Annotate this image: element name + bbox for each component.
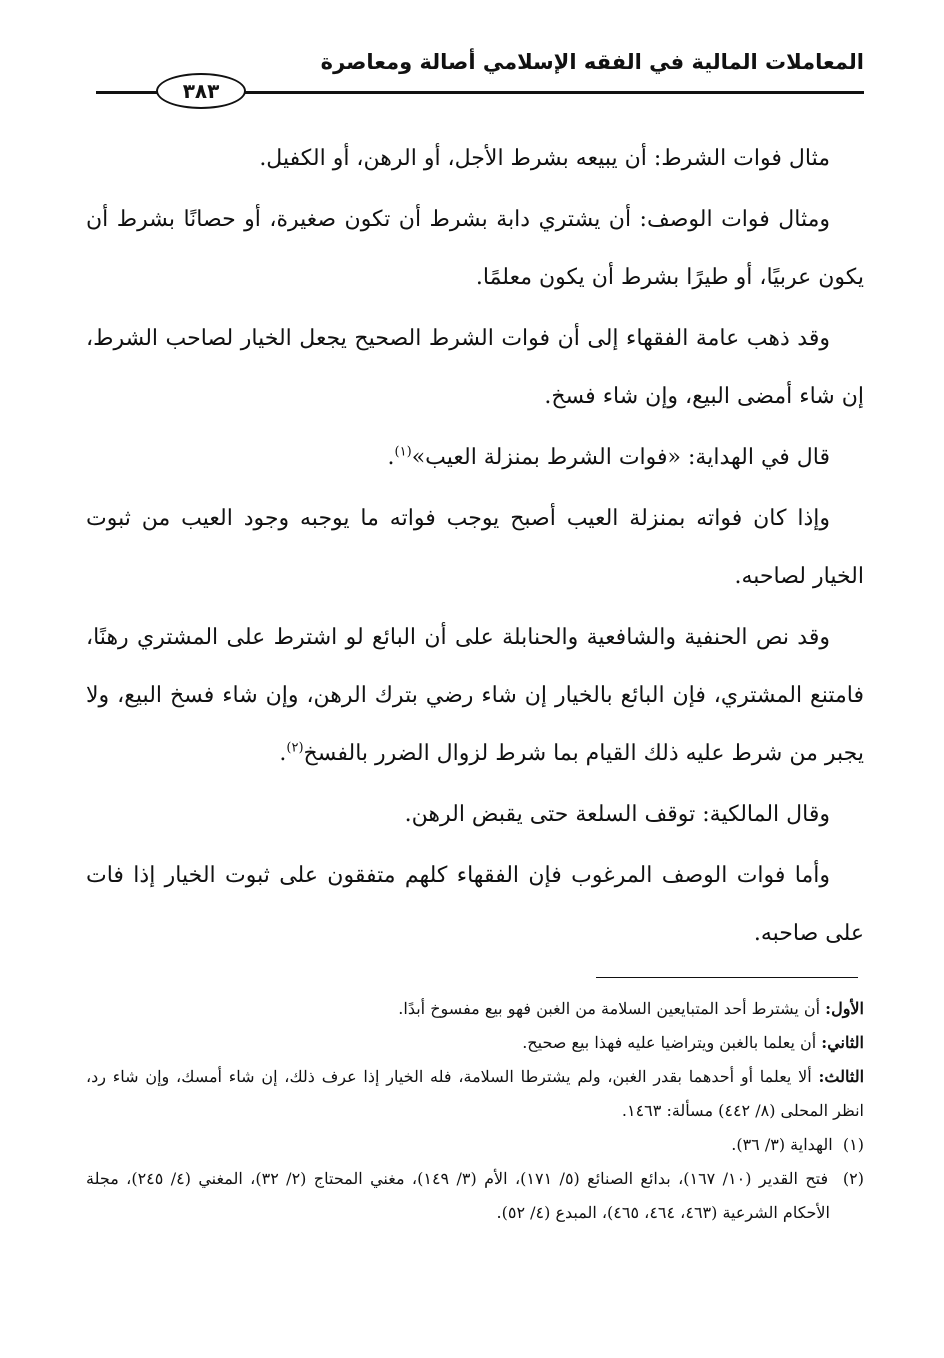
running-header-title: المعاملات المالية في الفقه الإسلامي أصالة ومعاصرة: [320, 50, 864, 74]
note-third-text: ألا يعلما أو أحدهما بقدر الغبن، ولم يشترطا السلامة، فله الخيار إذا عرف ذلك، إن شاء أمسك، وإن شاء رد، انظر المحلى (٨/ ٤٤٢) مسألة: ١٤٦٣.: [86, 1067, 864, 1120]
paragraph-maliki-opinion: وقال المالكية: توقف السلعة حتى يقبض الرهن.: [404, 802, 830, 827]
footnote-1-number: (١): [842, 1135, 864, 1154]
main-text: [86, 130, 864, 966]
note-third: [86, 1060, 864, 1128]
paragraph-majority-opinion: وقد ذهب عامة الفقهاء إلى أن فوات الشرط الصحيح يجعل الخيار لصاحب الشرط، إن شاء أمضى البيع، وإن شاء فسخ.: [86, 326, 864, 409]
pledge-condition-end: .: [279, 741, 287, 766]
footnote-2-text: فتح القدير (١٠/ ١٦٧)، بدائع الصنائع (٥/ ١٧١)، الأم (٣/ ١٤٩)، مغني المحتاج (٢/ ٣٢)، المغني (٤/ ٢٤٥)، مجلة الأحكام الشرعية (٤٦٣، ٤٦٤، ٤٦٥)، المبدع (٤/ ٥٢).: [86, 1169, 830, 1222]
pledge-condition-text: وقد نص الحنفية والشافعية والحنابلة على أن البائع لو اشترط على المشتري رهنًا، فامتنع المشتري، فإن البائع بالخيار إن شاء رضي بترك الرهن، وإن شاء فسخ البيع، ولا يجبر من شرط عليه ذلك القيام بما شرط لزوال الضرر بالفسخ: [86, 625, 864, 766]
note-first: [86, 992, 864, 1026]
note-first-text: أن يشترط أحد المتبايعين السلامة من الغبن فهو بيع مفسوخ أبدًا.: [398, 999, 821, 1018]
footnote-ref-2[interactable]: (٢): [286, 740, 304, 756]
footnote-2: [86, 1162, 864, 1230]
note-third-label: الثالث:: [818, 1067, 865, 1086]
paragraph-desired-description: وأما فوات الوصف المرغوب فإن الفقهاء كلهم متفقون على ثبوت الخيار إذا فات على صاحبه.: [86, 863, 864, 946]
footnotes: [86, 992, 864, 1230]
paragraph-condition-example: مثال فوات الشرط: أن يبيعه بشرط الأجل، أو الرهن، أو الكفيل.: [259, 146, 830, 171]
note-first-label: الأول:: [825, 999, 864, 1018]
hidaya-quote-end: .: [387, 445, 395, 470]
footnote-ref-1[interactable]: (١): [394, 444, 412, 460]
footnote-1: [86, 1128, 864, 1162]
paragraph-description-example: ومثال فوات الوصف: أن يشتري دابة بشرط أن تكون صغيرة، أو حصانًا بشرط أن يكون عربيًا، أو طيرًا بشرط أن يكون معلمًا.: [86, 207, 864, 290]
paragraph-defect-equivalence: وإذا كان فواته بمنزلة العيب أصبح يوجب فواته ما يوجبه وجود العيب من ثبوت الخيار لصاحبه.: [86, 506, 864, 589]
hidaya-quote-text: قال في الهداية: «فوات الشرط بمنزلة العيب»: [411, 445, 830, 470]
footnote-2-number: (٢): [842, 1169, 864, 1188]
paragraph-pledge-condition: [86, 609, 864, 783]
footnote-1-text: الهداية (٣/ ٣٦).: [731, 1135, 833, 1154]
note-second-text: أن يعلما بالغبن ويتراضيا عليه فهذا بيع صحيح.: [522, 1033, 817, 1052]
page-number: ٣٨٣: [156, 73, 246, 109]
note-second: [86, 1026, 864, 1060]
footnote-separator: [596, 977, 858, 978]
note-second-label: الثاني:: [821, 1033, 864, 1052]
paragraph-hidaya-quote: [86, 429, 864, 487]
